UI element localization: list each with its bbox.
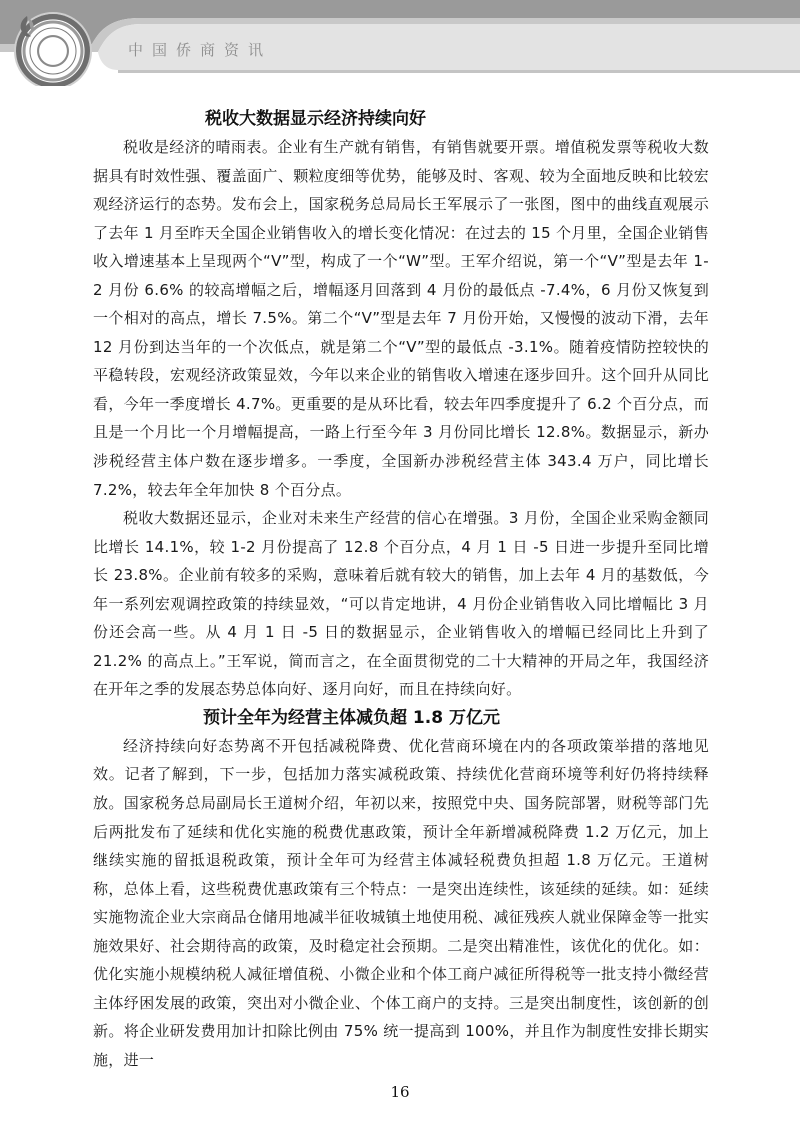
paragraph: 税收是经济的晴雨表。企业有生产就有销售，有销售就要开票。增值税发票等税收大数据具有时效性强、覆盖面广、颗粒度细等优势，能够及时、客观、较为全面地反映和比较宏观经济运行的态势。发布会上，国家税务总局局长王军展示了一张图，图中的曲线直观展示了去年 1 月至昨天全国企业销售收入的增长变化情况：在过去的 15 个月里，全国企业销售收入增速基本上呈现两个“V”型，构成了一个“W”型。王军介绍说，第一个“V”型是去年 1-2 月份 6.6% 的较高增幅之后，增幅逐月回落到 4 月份的最低点 -7.4%，6 月份又恢复到一个相对的高点，增长 7.5%。第二个“V”型是去年 7 月份开始，又慢慢的波动下滑，去年 12 月份到达当年的一个次低点，就是第二个“V”型的最低点 -3.1%。随着疫情防控较快的平稳转段，宏观经济政策显效，今年以来企业的销售收入增速在逐步回升。这个回升从同比看，今年一季度增长 4.7%。更重要的是从环比看，较去年四季度提升了 6.2 个百分点，而且是一个月比一个月增幅提高，一路上行至今年 3 月份同比增长 12.8%。数据显示，新办涉税经营主体户数在逐步增多。一季度，全国新办涉税经营主体 343.4 万户，同比增长 7.2%，较去年全年加快 8 个百分点。 bbox=[93, 138, 709, 499]
paragraph: 经济持续向好态势离不开包括减税降费、优化营商环境在内的各项政策举措的落地见效。记者了解到，下一步，包括加力落实减税政策、持续优化营商环境等利好仍将持续释放。国家税务总局副局长王道树介绍，年初以来，按照党中央、国务院部署，财税等部门先后两批发布了延续和优化实施的税费优惠政策，预计全年新增减税降费 1.2 万亿元，加上继续实施的留抵退税政策，预计全年可为经营主体减轻税费负担超 1.8 万亿元。王道树称，总体上看，这些税费优惠政策有三个特点：一是突出连续性，该延续的延续。如：延续实施物流企业大宗商品仓储用地减半征收城镇土地使用税、减征残疾人就业保障金等一批实施效果好、社会期待高的政策，及时稳定社会预期。二是突出精准性，该优化的优化。如：优化实施小规模纳税人减征增值税、小微企业和个体工商户减征所得税等一批支持小微经营主体纾困发展的政策，突出对小微企业、个体工商户的支持。三是突出制度性，该创新的创新。将企业研发费用加计扣除比例由 75% 统一提高到 100%，并且作为制度性安排长期实施，进一 bbox=[93, 736, 709, 1069]
header-decoration bbox=[0, 0, 800, 86]
page-number: 16 bbox=[390, 1083, 410, 1101]
organization-logo-icon bbox=[16, 14, 90, 86]
section-heading: 预计全年为经营主体减负超 1.8 万亿元 bbox=[203, 707, 500, 728]
paragraph: 税收大数据还显示，企业对未来生产经营的信心在增强。3 月份，全国企业采购金额同比增长 14.1%，较 1-2 月份提高了 12.8 个百分点，4 月 1 日 -5 日进一步提升至同比增长 23.8%。企业前有较多的采购，意味着后就有较大的销售，加上去年 4 月的基数低，今年一系列宏观调控政策的持续显效，“可以肯定地讲，4 月份企业销售收入同比增幅比 3 月份还会高一些。从 4 月 1 日 -5 日的数据显示，企业销售收入的增幅已经同比上升到了 21.2% 的高点上。”王军说，简而言之，在全面贯彻党的二十大精神的开局之年，我国经济在开年之季的发展态势总体向好、逐月向好，而且在持续向好。 bbox=[93, 509, 709, 699]
section-heading: 税收大数据显示经济持续向好 bbox=[205, 109, 426, 129]
logo-emblem-icon bbox=[16, 14, 38, 40]
page-header bbox=[0, 0, 800, 86]
article-body bbox=[93, 105, 709, 1075]
publication-title: 中国侨商资讯 bbox=[128, 41, 273, 59]
